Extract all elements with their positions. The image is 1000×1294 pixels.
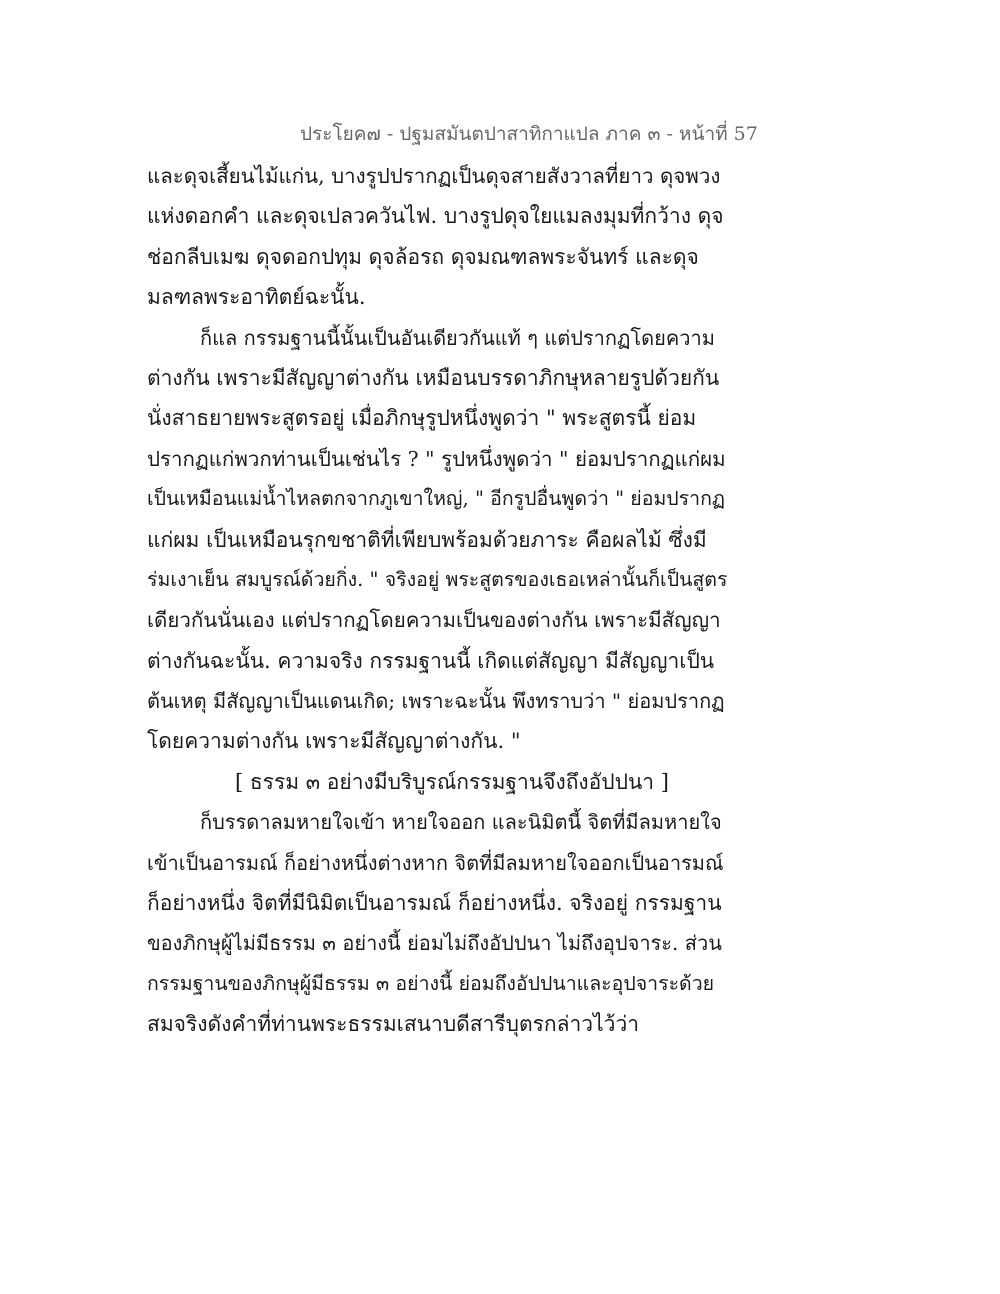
text-line: สมจริงดังคำที่ท่านพระธรรมเสนาบดีสารีบุตรกล่าวไว้ว่า [147, 1012, 640, 1037]
text-line: แก่ผม เป็นเหมือนรุกขชาติที่เพียบพร้อมด้วยภาระ คือผลไม้ ซึ่งมี [147, 527, 707, 552]
text-line: ปรากฏแก่พวกท่านเป็นเช่นไร ? " รูปหนึ่งพูดว่า " ย่อมปรากฏแก่ผม [147, 446, 726, 471]
paragraph-first-line: ก็แล กรรมฐานนี้นั้นเป็นอันเดียวกันแท้ ๆ แต่ปรากฏโดยความ [200, 325, 715, 350]
text-line: กรรมฐานของภิกษุผู้มีธรรม ๓ อย่างนี้ ย่อมถึงอัปปนาและอุปจาระด้วย [147, 971, 715, 995]
text-line: แห่งดอกคำ และดุจเปลวควันไฟ. บางรูปดุจใยแมลงมุมที่กว้าง ดุจ [147, 204, 724, 229]
text-line: นั่งสาธยายพระสูตรอยู่ เมื่อภิกษุรูปหนึ่งพูดว่า " พระสูตรนี้ ย่อม [147, 406, 697, 431]
running-header: ประโยค๗ - ปฐมสมันตปาสาทิกาแปล ภาค ๓ - หน้าที่ 57 [300, 123, 758, 145]
paragraph-first-line: ก็บรรดาลมหายใจเข้า หายใจออก และนิมิตนี้ จิตที่มีลมหายใจ [200, 810, 722, 835]
text-line: เดียวกันนั่นเอง แต่ปรากฏโดยความเป็นของต่างกัน เพราะมีสัญญา [147, 608, 721, 633]
text-line: เป็นเหมือนแม่น้ำไหลตกจากภูเขาใหญ่, " อีกรูปอื่นพูดว่า " ย่อมปรากฏ [147, 487, 725, 511]
text-line: และดุจเสี้ยนไม้แก่น, บางรูปปรากฏเป็นดุจสายสังวาลที่ยาว ดุจพวง [147, 164, 721, 188]
body-text [147, 156, 727, 1045]
text-line: ก็อย่างหนึ่ง จิตที่มีนิมิตเป็นอารมณ์ ก็อย่างหนึ่ง. จริงอยู่ กรรมฐาน [147, 891, 722, 916]
text-line: โดยความต่างกัน เพราะมีสัญญาต่างกัน. " [147, 729, 521, 754]
text-line: เข้าเป็นอารมณ์ ก็อย่างหนึ่งต่างหาก จิตที่มีลมหายใจออกเป็นอารมณ์ [147, 850, 724, 875]
text-line: ต่างกันฉะนั้น. ความจริง กรรมฐานนี้ เกิดแต่สัญญา มีสัญญาเป็น [147, 648, 715, 673]
text-line: ต่างกัน เพราะมีสัญญาต่างกัน เหมือนบรรดาภิกษุหลายรูปด้วยกัน [147, 365, 720, 390]
text-line: ของภิกษุผู้ไม่มีธรรม ๓ อย่างนี้ ย่อมไม่ถึงอัปปนา ไม่ถึงอุปจาระ. ส่วน [147, 931, 722, 956]
section-heading: [ ธรรม ๓ อย่างมีบริบูรณ์กรรมฐานจึงถึงอัปปนา ] [235, 769, 669, 794]
text-line: ร่มเงาเย็น สมบูรณ์ด้วยกิ่ง. " จริงอยู่ พระสูตรของเธอเหล่านั้นก็เป็นสูตร [147, 567, 728, 591]
text-line: ช่อกลีบเมฆ ดุจดอกปทุม ดุจล้อรถ ดุจมณฑลพระจันทร์ และดุจ [147, 244, 699, 269]
text-line: ต้นเหตุ มีสัญญาเป็นแดนเกิด; เพราะฉะนั้น พึงทราบว่า " ย่อมปรากฏ [147, 689, 725, 714]
text-line: มลฑลพระอาทิตย์ฉะนั้น. [147, 285, 366, 310]
